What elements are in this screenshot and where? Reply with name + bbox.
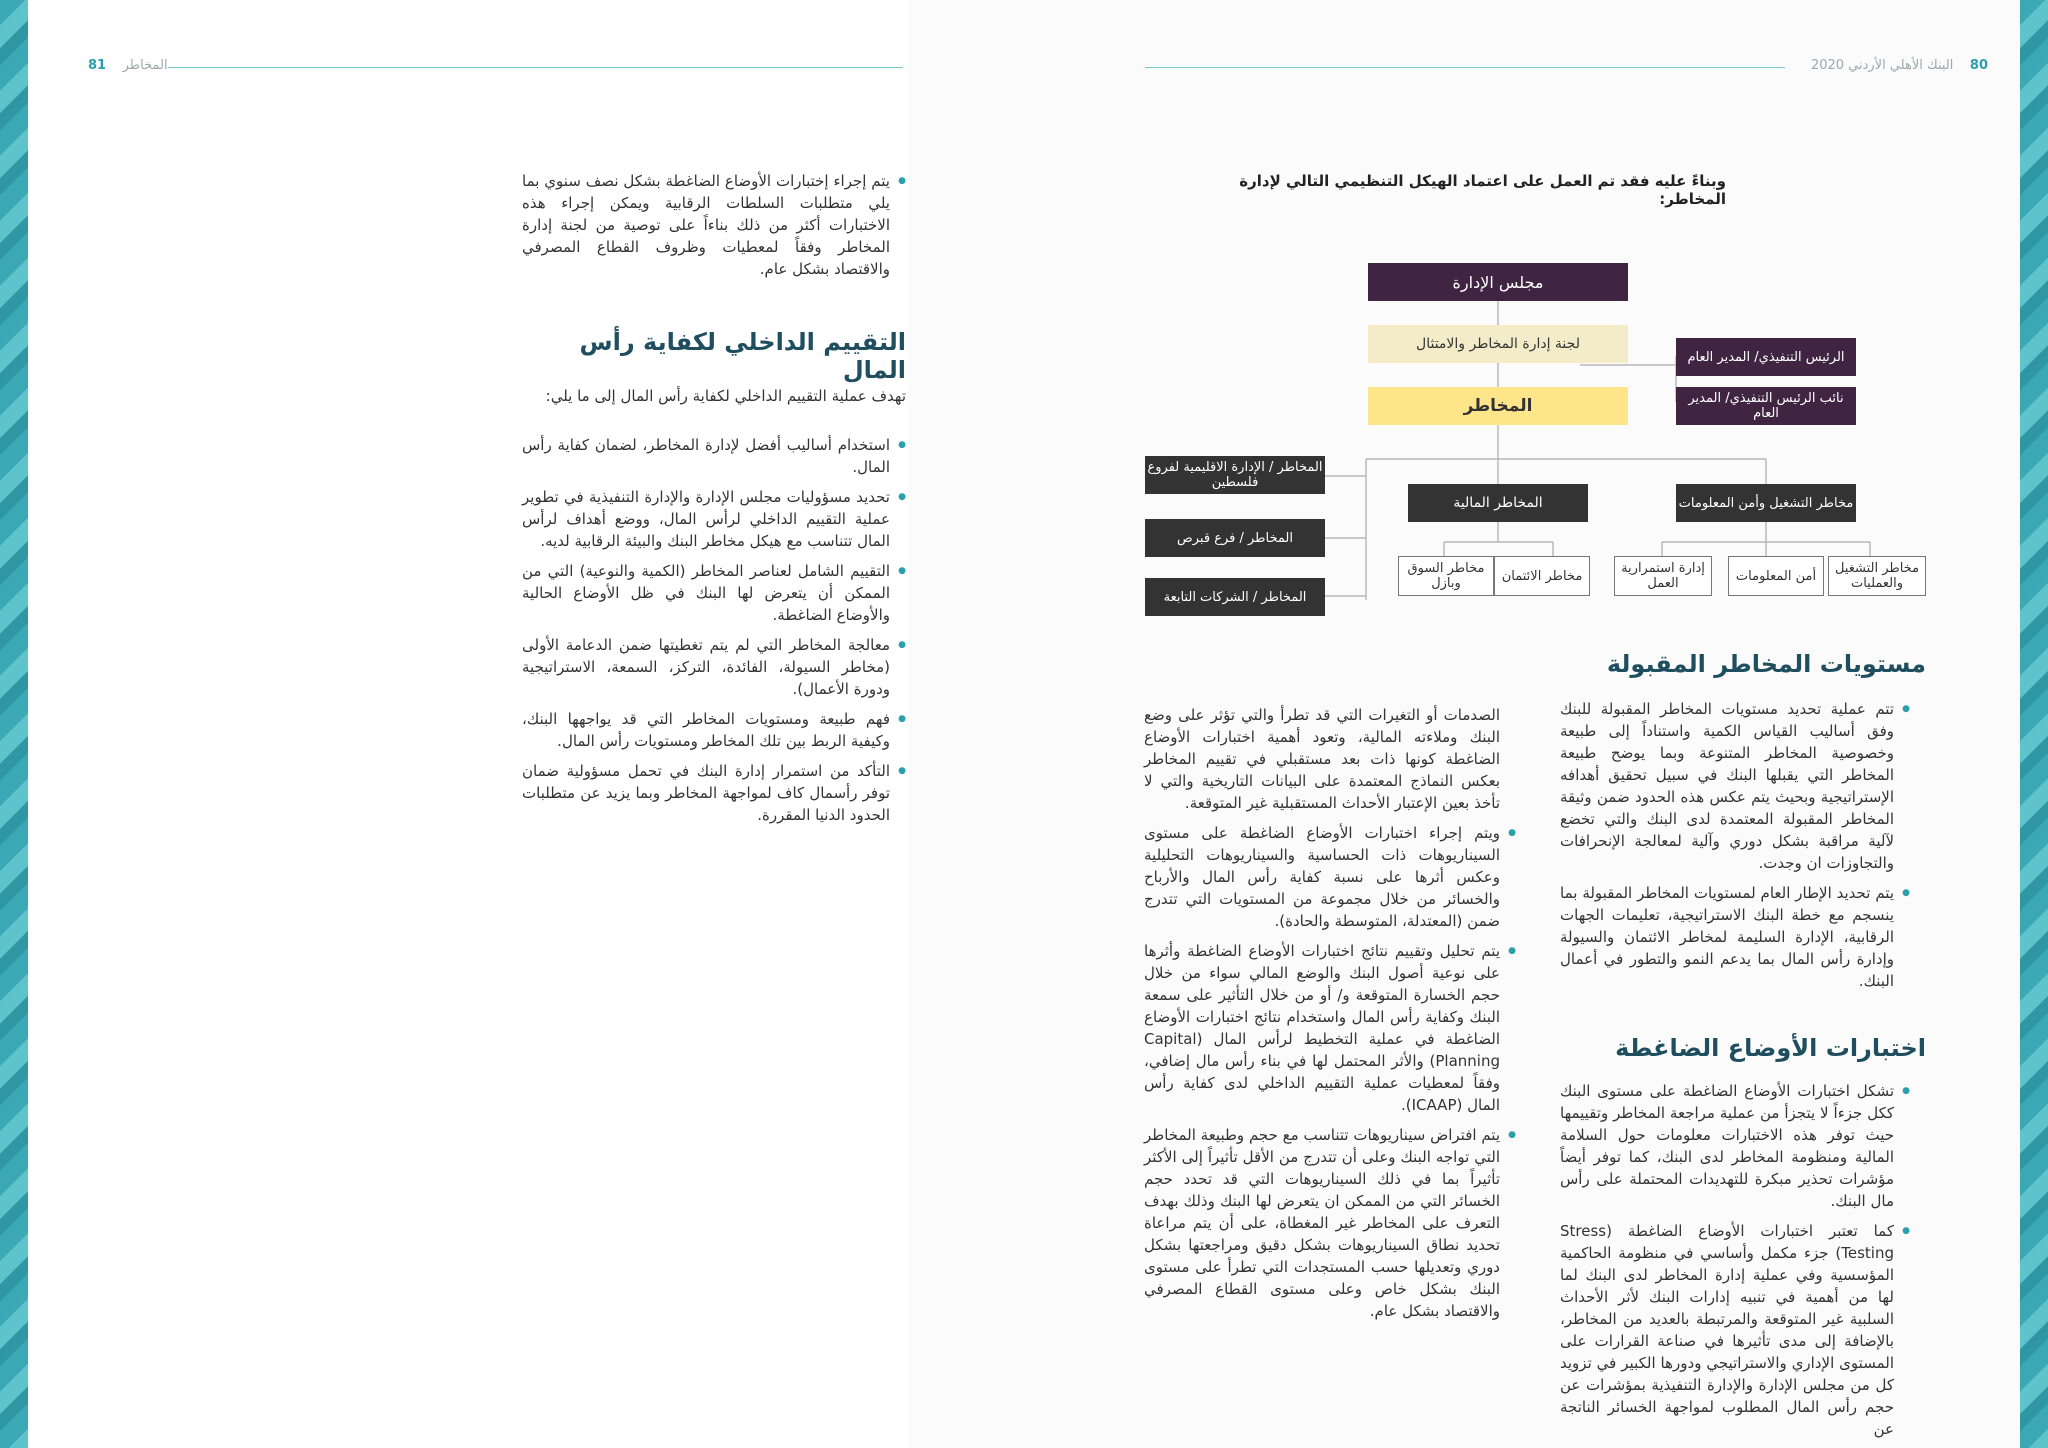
list-item: ● يتم إجراء إختبارات الأوضاع الضاغطة بشكل نصف سنوي بما يلي متطلبات السلطات الرقابية ويمكن إجراء هذه الاختبارات أكثر من ذلك بناءاً على توصية من لجنة إدارة المخاطر وفقاً لمعطيات وظروف القطاع المصرفي والاقتصاد بشكل عام. <box>522 170 906 280</box>
cyprus-risk-box: المخاطر / فرع قبرص <box>1145 519 1325 557</box>
section-heading: اختبارات الأوضاع الضاغطة <box>1615 1034 1926 1062</box>
list-item: ● التقييم الشامل لعناصر المخاطر (الكمية والنوعية) التي من الممكن أن يتعرض لها البنك في ظل الأوضاع الحالية والأوضاع الضاغطة. <box>522 560 906 626</box>
operational-risk-box: مخاطر التشغيل وأمن المعلومات <box>1676 484 1856 522</box>
middle-column <box>1144 704 1516 1330</box>
risk-committee-box: لجنة إدارة المخاطر والامتثال <box>1368 325 1628 363</box>
ops-risk-box: مخاطر التشغيل والعمليات <box>1828 556 1926 596</box>
board-box: مجلس الإدارة <box>1368 263 1628 301</box>
right-decorative-border <box>2020 0 2048 1448</box>
list-item: ● فهم طبيعة ومستويات المخاطر التي قد يواجهها البنك، وكيفية الربط بين تلك المخاطر ومستويات رأس المال. <box>522 708 906 752</box>
list-item: ● معالجة المخاطر التي لم يتم تغطيتها ضمن الدعامة الأولى (مخاطر السيولة، الفائدة، التركز، السمعة، الاستراتيجية ودورة الأعمال). <box>522 634 906 700</box>
left-page-header <box>88 58 188 73</box>
section-heading: مستويات المخاطر المقبولة <box>1606 650 1926 678</box>
financial-risk-box: المخاطر المالية <box>1408 484 1588 522</box>
risk-box: المخاطر <box>1368 387 1628 425</box>
bcm-box: إدارة استمرارية العمل <box>1614 556 1712 596</box>
credit-risk-box: مخاطر الائتمان <box>1494 556 1590 596</box>
intro-text: تهدف عملية التقييم الداخلي لكفاية رأس المال إلى ما يلي: <box>545 387 906 405</box>
list-item: ● يتم افتراض سيناريوهات تتناسب مع حجم وطبيعة المخاطر التي تواجه البنك وعلى أن تتدرج من الأقل تأثيراً إلى الأكثر تأثيراً بما في ذلك السيناريوهات التي قد تحدد حجم الخسائر التي من الممكن ان يتعرض لها البنك وذلك بهدف التعرف على المخاطر غير المغطاة، على أن يتم مراعاة تحديد نطاق السيناريوهات بشكل دقيق ومراجعتها بشكل دوري وتعديلها حسب المستجدات التي تطرأ على مستوى البنك بشكل خاص وعلى مستوى القطاع المصرفي والاقتصاد بشكل عام. <box>1144 1124 1516 1322</box>
ceo-box: الرئيس التنفيذي/ المدير العام <box>1676 338 1856 376</box>
page-number: 81 <box>88 58 107 73</box>
right-page <box>908 0 2020 1448</box>
report-title: البنك الأهلي الأردني 2020 <box>1810 58 1954 73</box>
section-name: المخاطر <box>122 58 168 73</box>
section-heading: التقييم الداخلي لكفاية رأس المال <box>579 328 906 384</box>
list-item: ● تشكل اختبارات الأوضاع الضاغطة على مستوى البنك ككل جزءاً لا يتجزأ من عملية مراجعة المخاطر وتقييمها حيث توفر هذه الاختبارات معلومات حول السلامة المالية ومنظومة المخاطر لدى البنك، كما توفر أيضاً مؤشرات تحذير مبكرة للتهديدات المحتملة على رأس مال البنك. <box>1560 1080 1910 1212</box>
right-column <box>1542 650 1926 1448</box>
deputy-ceo-box: نائب الرئيس التنفيذي/ المدير العام <box>1676 387 1856 425</box>
list-item: ● تتم عملية تحديد مستويات المخاطر المقبولة للبنك وفق أساليب القياس الكمية واستناداً إلى طبيعة وخصوصية المخاطر المتنوعة وبما يوضح طبيعة المخاطر التي يقبلها البنك في سبيل تحقيق أهدافه الإستراتيجية وبحيث يتم عكس هذه الحدود ضمن وثيقة المخاطر المقبولة المعتمدة لدى البنك والتي تخضع لآلية مراقبة بشكل دوري وآلية لمعالجة الإنحرافات والتجاوزات ان وجدت. <box>1560 698 1910 874</box>
list-item: ● يتم تحليل وتقييم نتائج اختبارات الأوضاع الضاغطة وأثرها على نوعية أصول البنك والوضع المالي سواء من خلال حجم الخسارة المتوقعة و/ أو من خلال التأثير على سمعة البنك وكفاية رأس المال واستخدام نتائج اختبارات الأوضاع الضاغطة في عملية التخطيط لرأس المال (Capital Planning) والأثر المحتمل لها في بناء رأس مال إضافي، وفقاً لمعطيات عملية التقييم الداخلي لدى كفاية رأس المال (ICAAP). <box>1144 940 1516 1116</box>
continuation-text: الصدمات أو التغيرات التي قد تطرأ والتي تؤثر على وضع البنك وملاءته المالية، وتعود أهمية اختبارات الأوضاع الضاغطة كونها ذات بعد مستقبلي في تقييم المخاطر بعكس النماذج المعتمدة على البيانات التاريخية والتي لا تأخذ بعين الإعتبار الأحداث المستقبلية غير المتوقعة. <box>1144 706 1500 812</box>
list-item: ● تحديد مسؤوليات مجلس الإدارة والإدارة التنفيذية في تطوير عملية التقييم الداخلي لرأس المال، ووضع أهداف لرأس المال تتناسب مع هيكل مخاطر البنك والبيئة الرقابية لديه. <box>522 486 906 552</box>
org-chart <box>908 0 2020 640</box>
palestine-risk-box: المخاطر / الإدارة الاقليمية لفروع فلسطين <box>1145 456 1325 494</box>
org-chart-intro: وبناءً عليه فقد تم العمل على اعتماد الهيكل التنظيمي التالي لإدارة المخاطر: <box>1239 172 1726 208</box>
left-page <box>28 0 908 1448</box>
list-item: ● ويتم إجراء اختبارات الأوضاع الضاغطة على مستوى السيناريوهات ذات الحساسية والسيناريوهات التحليلية وعكس أثرها على نسبة كفاية رأس المال والأرباح والخسائر من خلال مجموعة من المستويات التي تتدرج ضمن (المعتدلة، المتوسطة والحادة). <box>1144 822 1516 932</box>
page-number: 80 <box>1969 58 1988 73</box>
list-item: ● التأكد من استمرار إدارة البنك في تحمل مسؤولية ضمان توفر رأسمال كاف لمواجهة المخاطر وبما يزيد عن متطلبات الحدود الدنيا المقررة. <box>522 760 906 826</box>
list-item: ● يتم تحديد الإطار العام لمستويات المخاطر المقبولة بما ينسجم مع خطة البنك الاستراتيجية، تعليمات الجهات الرقابية، الإدارة السليمة لمخاطر الائتمان والسيولة وإدارة رأس المال بما يدعم النمو والتطور في أعمال البنك. <box>1560 882 1910 992</box>
market-risk-box: مخاطر السوق وبازل <box>1398 556 1494 596</box>
left-decorative-border <box>0 0 28 1448</box>
objectives-list <box>522 434 906 834</box>
header-rule <box>168 67 903 68</box>
infosec-box: أمن المعلومات <box>1728 556 1824 596</box>
top-bullet-block <box>522 170 906 288</box>
subsidiaries-risk-box: المخاطر / الشركات التابعة <box>1145 578 1325 616</box>
list-item: ● استخدام أساليب أفضل لإدارة المخاطر، لضمان كفاية رأس المال. <box>522 434 906 478</box>
list-item: ● كما تعتبر اختبارات الأوضاع الضاغطة (Stress Testing) جزء مكمل وأساسي في منظومة الحاكمية المؤسسية وفي عملية إدارة المخاطر لدى البنك لما لها من أهمية في تنبيه إدارات البنك لأثر الأحداث السلبية غير المتوقعة والمرتبطة بالعديد من المخاطر، بالإضافة إلى مدى تأثيرها في صناعة القرارات على المستوى الإداري والاستراتيجي ودورها الكبير في تزويد كل من مجلس الإدارة والإدارة التنفيذية بمؤشرات عن حجم رأس المال المطلوب لمواجهة الخسائر الناتجة عن <box>1560 1220 1910 1440</box>
org-chart-connectors <box>908 0 2020 640</box>
